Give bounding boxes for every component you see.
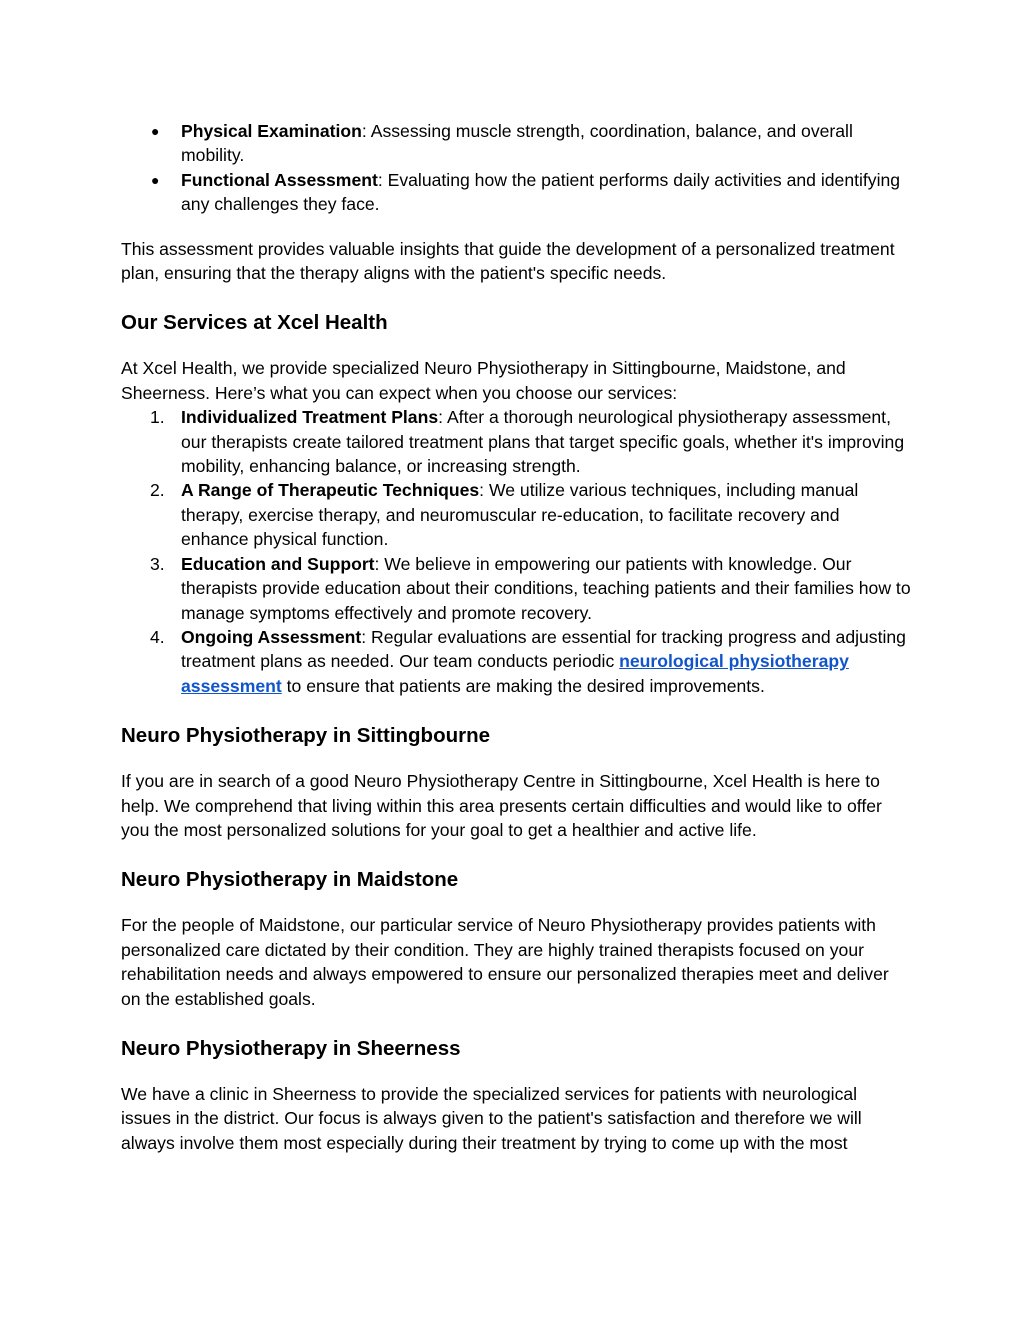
list-item: [121, 552, 911, 625]
list-number: 3.: [150, 553, 165, 574]
bullet-text: : Evaluating how the patient performs daily activities and identifying any challenges they face.: [181, 169, 901, 215]
maidstone-body: For the people of Maidstone, our particular service of Neuro Physiotherapy provides patients with personalized care dictated by their condition. They are highly trained therapists focused on your rehabilitation needs and always empowered to ensure our personalized therapies meet and deliver on the established goals.: [121, 915, 889, 1009]
list-item: [121, 625, 911, 698]
service-term: Ongoing Assessment: [181, 626, 362, 647]
sheerness-heading: Neuro Physiotherapy in Sheerness: [121, 1036, 461, 1060]
list-item: [121, 405, 911, 478]
service-text: : We utilize various techniques, including manual therapy, exercise therapy, and neuromuscular re-education, to facilitate recovery and enhance physical function.: [181, 480, 859, 550]
service-term: Individualized Treatment Plans: [181, 407, 439, 428]
sittingbourne-heading: Neuro Physiotherapy in Sittingbourne: [121, 724, 491, 748]
assessment-bullet-list: [121, 119, 911, 217]
sheerness-body: We have a clinic in Sheerness to provide the specialized services for patients with neurological issues in the district. Our focus is always given to the patient's satisfaction and therefore we will always involve them most especially during their treatment by trying to come up with the most: [121, 1083, 862, 1153]
bullet-text: : Assessing muscle strength, coordination, balance, and overall mobility.: [181, 121, 853, 166]
list-number: 2.: [150, 480, 165, 501]
service-term: Education and Support: [181, 553, 375, 574]
assessment-link[interactable]: neurological physiotherapy assessment: [181, 651, 849, 696]
bullet-term: Functional Assessment: [181, 169, 378, 190]
list-number: 1.: [150, 407, 165, 428]
assessment-paragraph: This assessment provides valuable insights that guide the development of a personalized treatment plan, ensuring that the therapy aligns with the patient's specific needs.: [121, 238, 895, 284]
list-item: [121, 119, 911, 168]
service-text: : After a thorough neurological physiotherapy assessment, our therapists create tailored treatment plans that target specific goals, whether it's improving mobility, enhancing balance, or increasing strength.: [181, 407, 905, 477]
service-text: : We believe in empowering our patients with knowledge. Our therapists provide education about their conditions, teaching patients and their families how to manage symptoms effectively and promote recovery.: [181, 553, 911, 623]
bullet-term: Physical Examination: [181, 121, 362, 141]
list-number: 4.: [150, 626, 165, 647]
services-numbered-list: [121, 405, 911, 698]
bullet-marker: ●: [151, 123, 160, 139]
service-term: A Range of Therapeutic Techniques: [181, 480, 480, 501]
list-item: [121, 478, 911, 551]
service-text: : Regular evaluations are essential for tracking progress and adjusting treatment plans as needed. Our team conducts periodic: [181, 626, 906, 672]
sittingbourne-body: If you are in search of a good Neuro Physiotherapy Centre in Sittingbourne, Xcel Health is here to help. We comprehend that living within this area presents certain difficulties and would like to offer you the most personalized solutions for your goal to get a healthier and active life.: [121, 771, 882, 840]
bullet-marker: ●: [151, 171, 160, 188]
list-item: [121, 168, 911, 217]
maidstone-heading: Neuro Physiotherapy in Maidstone: [121, 868, 459, 892]
service-text: to ensure that patients are making the desired improvements.: [281, 675, 765, 696]
document-page: [121, 119, 911, 1155]
services-intro: At Xcel Health, we provide specialized Neuro Physiotherapy in Sittingbourne, Maidstone, and Sheerness. Here’s what you can expect when you choose our services:: [121, 358, 846, 403]
services-heading: Our Services at Xcel Health: [121, 311, 388, 335]
